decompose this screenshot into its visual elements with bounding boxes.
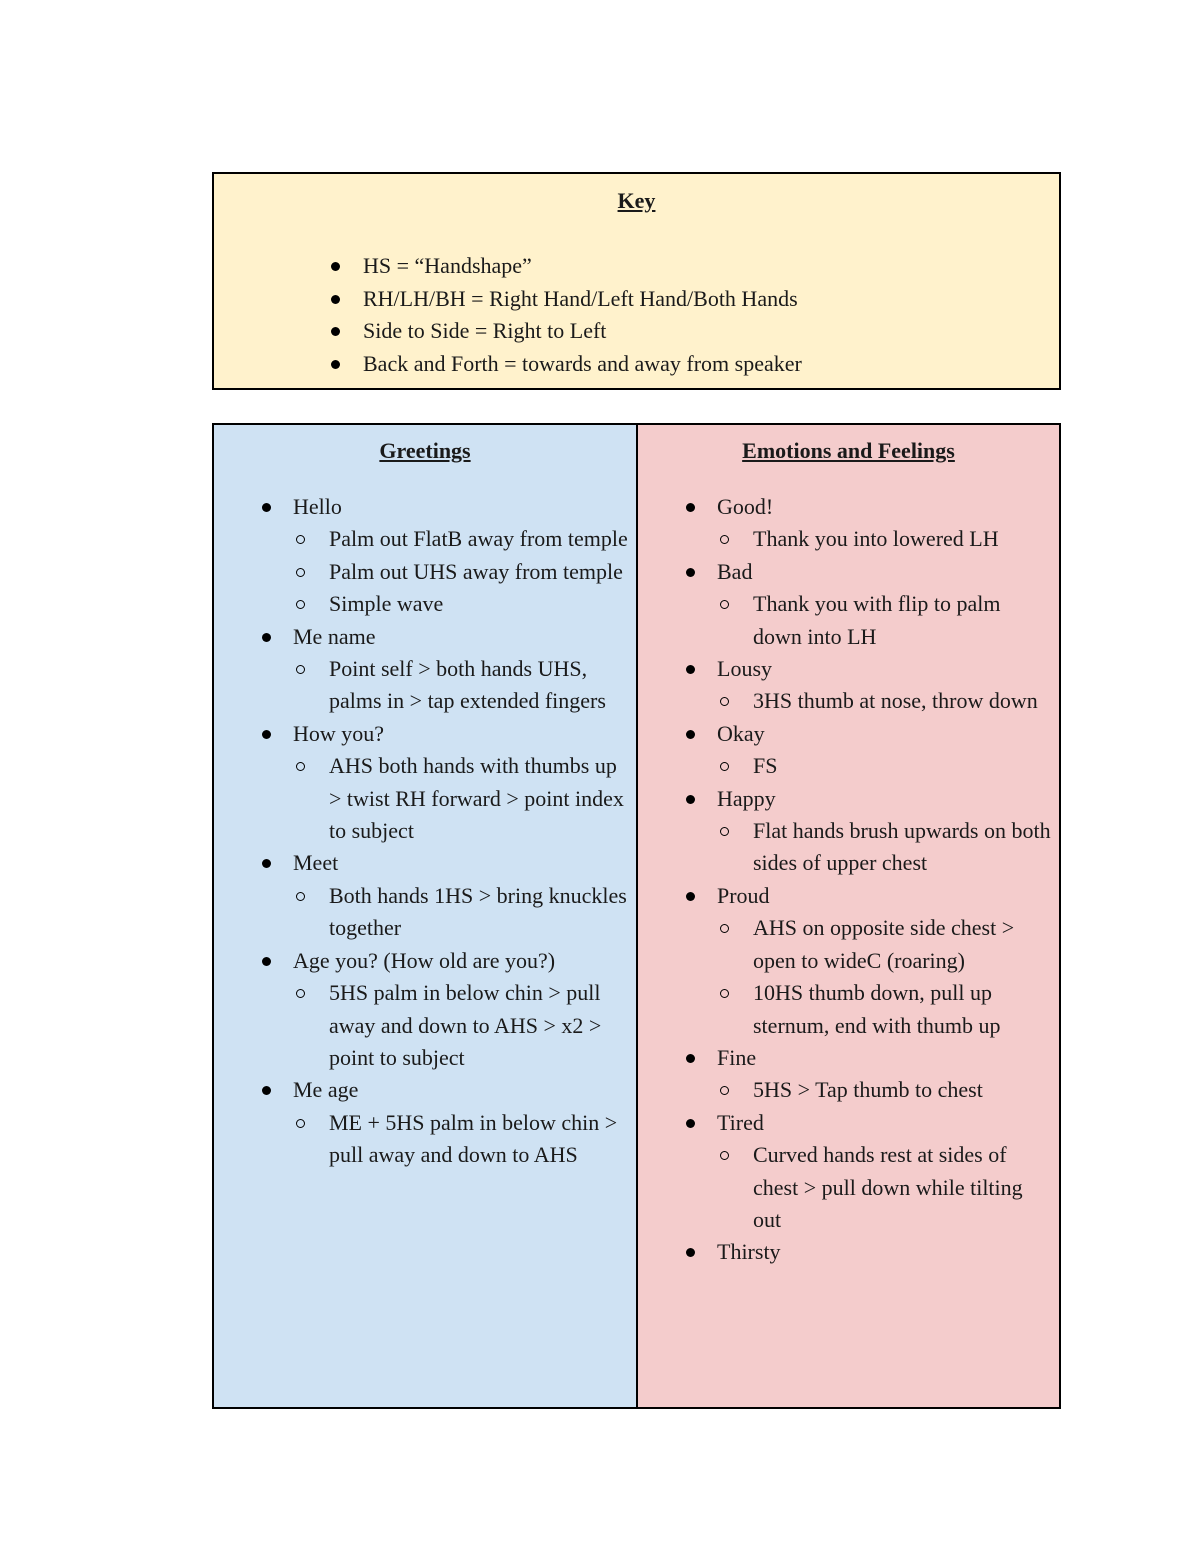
list-item — [258, 1074, 628, 1171]
bullet-icon — [686, 892, 695, 901]
sub-item-text: 5HS palm in below chin > pull away and down to AHS > x2 > point to subject — [329, 980, 602, 1070]
sub-list-item — [258, 556, 628, 588]
item-label: Good! — [717, 494, 774, 519]
sub-list — [717, 912, 1054, 1042]
sub-list-item — [258, 880, 628, 945]
sub-item-text: Thank you into lowered LH — [753, 526, 999, 552]
list-item — [682, 783, 1054, 880]
sub-list — [293, 880, 628, 945]
emotions-title: Emotions and Feelings — [742, 438, 955, 463]
bullet-icon — [686, 568, 695, 577]
bullet-icon — [686, 1248, 695, 1257]
circle-bullet-icon — [720, 1151, 729, 1160]
sub-list — [717, 523, 1054, 555]
circle-bullet-icon — [296, 665, 305, 674]
sub-item-text: FS — [753, 753, 778, 779]
list-item — [258, 847, 628, 944]
circle-bullet-icon — [296, 535, 305, 544]
key-item-text: Side to Side = Right to Left — [363, 318, 607, 343]
sub-list — [717, 815, 1054, 880]
bullet-icon — [686, 730, 695, 739]
item-label: Me age — [293, 1077, 359, 1103]
item-label: Fine — [717, 1044, 757, 1070]
circle-bullet-icon — [296, 600, 305, 609]
bullet-icon — [262, 957, 271, 966]
bullet-icon — [262, 730, 271, 739]
bullet-icon — [262, 1086, 271, 1095]
bullet-icon — [262, 503, 271, 512]
circle-bullet-icon — [720, 1086, 729, 1095]
list-item — [258, 621, 628, 718]
vocabulary-table — [212, 423, 1061, 1409]
bullet-icon — [686, 795, 695, 804]
item-label: Bad — [717, 558, 753, 584]
sub-item-text: Simple wave — [329, 591, 444, 617]
sub-item-text: 5HS > Tap thumb to chest — [753, 1077, 983, 1103]
list-item — [258, 945, 628, 1075]
list-item — [682, 880, 1054, 1042]
sub-list — [293, 653, 628, 718]
sub-list-item — [682, 977, 1054, 1042]
sub-list — [717, 685, 1054, 717]
circle-bullet-icon — [720, 827, 729, 836]
sub-list — [293, 750, 628, 847]
circle-bullet-icon — [720, 535, 729, 544]
list-item — [258, 491, 628, 621]
key-item-text: Back and Forth = towards and away from speaker — [363, 350, 802, 376]
list-item — [258, 718, 628, 848]
sub-item-text: Point self > both hands UHS, palms in > tap extended fingers — [329, 656, 606, 714]
item-label: Lousy — [717, 656, 772, 682]
item-label: Thirsty — [717, 1239, 781, 1265]
sub-list — [293, 523, 628, 620]
key-item-text: RH/LH/BH = Right Hand/Left Hand/Both Hands — [363, 285, 798, 311]
item-label: Tired — [717, 1109, 764, 1135]
list-item — [682, 653, 1054, 718]
greetings-list — [258, 491, 628, 1172]
sub-item-text: Thank you with flip to palm down into LH — [753, 591, 1001, 649]
item-label: Hello — [293, 494, 342, 519]
circle-bullet-icon — [296, 1119, 305, 1128]
sub-list-item — [258, 750, 628, 847]
bullet-icon — [686, 1119, 695, 1128]
sub-item-text: ME + 5HS palm in below chin > pull away and down to AHS — [329, 1109, 618, 1168]
item-label: Meet — [293, 850, 339, 876]
sub-list-item — [258, 523, 628, 555]
bullet-icon — [331, 262, 340, 271]
sub-list-item — [258, 1107, 628, 1172]
bullet-icon — [331, 360, 340, 369]
sub-list — [717, 588, 1054, 653]
circle-bullet-icon — [720, 697, 729, 706]
bullet-icon — [262, 633, 271, 642]
sub-list-item — [682, 1139, 1054, 1236]
circle-bullet-icon — [720, 600, 729, 609]
sub-list-item — [258, 588, 628, 620]
greetings-title: Greetings — [379, 438, 471, 463]
list-item — [682, 1107, 1054, 1237]
bullet-icon — [331, 295, 340, 304]
bullet-icon — [686, 1054, 695, 1063]
sub-list-item — [682, 523, 1054, 555]
sub-list-item — [682, 912, 1054, 977]
bullet-icon — [686, 665, 695, 674]
sub-list-item — [682, 750, 1054, 782]
item-label: How you? — [293, 720, 385, 746]
key-item — [327, 250, 802, 283]
key-item — [327, 283, 802, 316]
key-box — [212, 172, 1061, 390]
sub-list-item — [682, 1074, 1054, 1106]
item-label: Me name — [293, 623, 376, 649]
sub-item-text: Curved hands rest at sides of chest > pull down while tilting out — [753, 1142, 1023, 1232]
bullet-icon — [262, 859, 271, 868]
sub-item-text: Flat hands brush upwards on both sides of upper chest — [753, 818, 1051, 876]
bullet-icon — [686, 503, 695, 512]
sub-list-item — [682, 588, 1054, 653]
list-item — [682, 556, 1054, 653]
sub-list — [717, 750, 1054, 782]
item-label: Happy — [717, 785, 776, 811]
sub-item-text: 10HS thumb down, pull up sternum, end with thumb up — [753, 980, 1001, 1038]
emotions-column — [638, 425, 1059, 1407]
sub-list-item — [258, 653, 628, 718]
list-item — [682, 718, 1054, 783]
list-item — [682, 491, 1054, 556]
sub-list-item — [682, 815, 1054, 880]
circle-bullet-icon — [296, 989, 305, 998]
key-title: Key — [617, 188, 656, 213]
sub-item-text: AHS both hands with thumbs up > twist RH forward > point index to subject — [329, 753, 624, 844]
circle-bullet-icon — [720, 989, 729, 998]
circle-bullet-icon — [296, 568, 305, 577]
emotions-list — [682, 491, 1054, 1269]
sub-list-item — [682, 685, 1054, 717]
sub-list — [717, 1074, 1054, 1106]
key-item-text: HS = “Handshape” — [363, 253, 532, 278]
bullet-icon — [331, 327, 340, 336]
sub-item-text: AHS on opposite side chest > open to wideC (roaring) — [753, 915, 1015, 973]
sub-item-text: Both hands 1HS > bring knuckles together — [329, 882, 627, 941]
sub-item-text: Palm out UHS away from temple — [329, 558, 623, 584]
greetings-column — [214, 425, 638, 1407]
key-item — [327, 348, 802, 381]
sub-list — [293, 1107, 628, 1172]
sub-item-text: 3HS thumb at nose, throw down — [753, 688, 1038, 714]
circle-bullet-icon — [720, 924, 729, 933]
item-label: Age you? (How old are you?) — [293, 947, 556, 973]
sub-list — [293, 977, 628, 1074]
item-label: Proud — [717, 882, 770, 908]
sub-item-text: Palm out FlatB away from temple — [329, 526, 628, 552]
list-item — [682, 1042, 1054, 1107]
key-list — [327, 250, 802, 380]
sub-list — [717, 1139, 1054, 1236]
list-item — [682, 1236, 1054, 1268]
item-label: Okay — [717, 720, 765, 746]
sub-list-item — [258, 977, 628, 1074]
circle-bullet-icon — [296, 892, 305, 901]
circle-bullet-icon — [296, 762, 305, 771]
key-item — [327, 315, 802, 348]
circle-bullet-icon — [720, 762, 729, 771]
